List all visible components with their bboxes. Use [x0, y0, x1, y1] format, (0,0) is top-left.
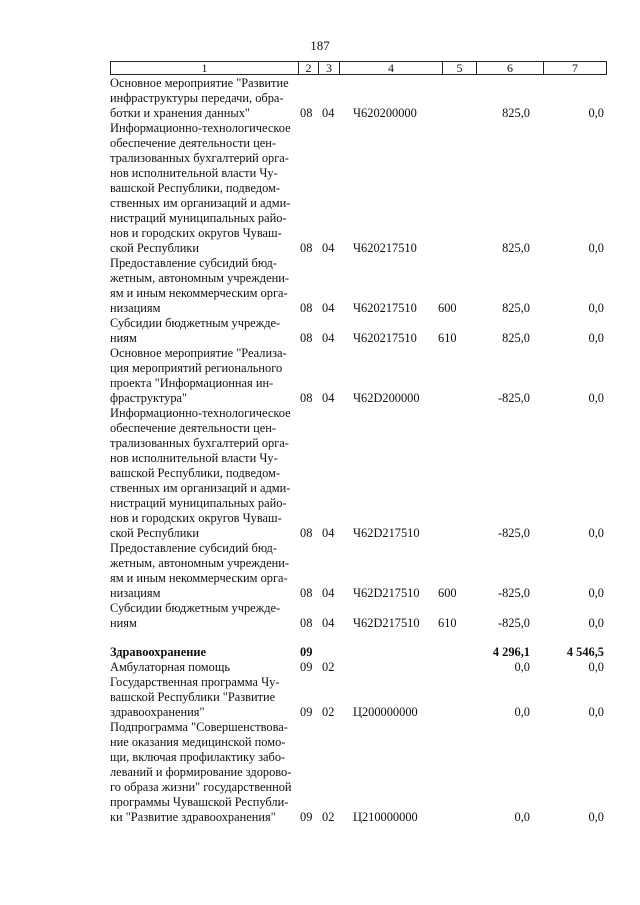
row-name-line: го образа жизни" государственной	[110, 780, 292, 794]
row-name-line: низациям	[110, 586, 161, 600]
row-name-line: программы Чувашской Республи-	[110, 795, 289, 809]
cell-c6: 825,0	[502, 241, 530, 255]
cell-c2: 09	[300, 705, 313, 719]
cell-c4: Ч62D200000	[353, 391, 420, 405]
table-row	[0, 660, 640, 675]
cell-c3: 02	[322, 810, 335, 824]
cell-c6: 825,0	[502, 106, 530, 120]
cell-c6: 4 296,1	[492, 645, 530, 659]
header-col-4: 4	[340, 62, 443, 74]
cell-c7: 0,0	[588, 241, 604, 255]
cell-c4: Ч620217510	[353, 331, 417, 345]
row-name-line: обеспечение деятельности цен-	[110, 421, 276, 435]
cell-c6: 825,0	[502, 331, 530, 345]
cell-c2: 08	[300, 526, 313, 540]
row-name-line: леваний и формирование здорово-	[110, 765, 292, 779]
cell-c4: Ц200000000	[353, 705, 418, 719]
row-name-line: обеспечение деятельности цен-	[110, 136, 276, 150]
row-name	[110, 601, 296, 631]
cell-c6: -825,0	[497, 391, 530, 405]
cell-c3: 02	[322, 705, 335, 719]
table-row	[0, 541, 640, 601]
row-name-line: вашской Республики "Развитие	[110, 690, 276, 704]
row-name	[110, 541, 296, 601]
cell-c6: -825,0	[497, 586, 530, 600]
row-name-line: трализованных бухгалтерий орга-	[110, 151, 289, 165]
table-row	[0, 601, 640, 631]
row-name-line: ниям	[110, 616, 137, 630]
header-col-1: 1	[111, 62, 299, 74]
row-name-line: ботки и хранения данных"	[110, 106, 250, 120]
row-name	[110, 256, 296, 316]
row-name-line: низациям	[110, 301, 161, 315]
cell-c2: 08	[300, 106, 313, 120]
row-name-line: ние оказания медицинской помо-	[110, 735, 286, 749]
cell-c2: 08	[300, 586, 313, 600]
table-row	[0, 76, 640, 121]
row-name-line: нов исполнительной власти Чу-	[110, 166, 278, 180]
table-row	[0, 316, 640, 346]
cell-c5: 600	[438, 586, 457, 600]
cell-c4: Ч62D217510	[353, 586, 420, 600]
table-header	[110, 61, 607, 75]
table-row	[0, 720, 640, 825]
cell-c2: 08	[300, 301, 313, 315]
row-name	[110, 720, 296, 825]
row-name	[110, 346, 296, 406]
row-name-line: ской Республики	[110, 241, 199, 255]
header-col-6: 6	[477, 62, 544, 74]
cell-c5: 610	[438, 616, 457, 630]
cell-c5: 600	[438, 301, 457, 315]
cell-c7: 0,0	[588, 586, 604, 600]
table-row	[0, 675, 640, 720]
cell-c2: 08	[300, 391, 313, 405]
cell-c6: -825,0	[497, 526, 530, 540]
header-col-7: 7	[572, 61, 578, 75]
row-name-line: нов исполнительной власти Чу-	[110, 451, 278, 465]
row-name-line: жетным, автономным учреждени-	[110, 556, 289, 570]
cell-c4: Ч620217510	[353, 301, 417, 315]
row-name-line: Государственная программа Чу-	[110, 675, 280, 689]
cell-c7: 0,0	[588, 616, 604, 630]
row-name-line: вашской Республики, подведом-	[110, 181, 281, 195]
cell-c4: Ч62D217510	[353, 526, 420, 540]
row-name	[110, 76, 296, 121]
cell-c4: Ч620200000	[353, 106, 417, 120]
row-name-line: Субсидии бюджетным учрежде-	[110, 316, 281, 330]
cell-c2: 08	[300, 331, 313, 345]
row-name-line: ция мероприятий регионального	[110, 361, 283, 375]
row-name	[110, 660, 296, 675]
row-name-line: вашской Республики, подведом-	[110, 466, 281, 480]
row-name-line: инфраструктуры передачи, обра-	[110, 91, 284, 105]
header-col-5: 5	[443, 62, 477, 74]
cell-c3: 02	[322, 660, 335, 674]
cell-c3: 04	[322, 331, 335, 345]
row-name	[110, 406, 296, 541]
row-name-line: трализованных бухгалтерий орга-	[110, 436, 289, 450]
row-name-line: ки "Развитие здравоохранения"	[110, 810, 276, 824]
table-row	[0, 256, 640, 316]
cell-c7: 0,0	[588, 301, 604, 315]
row-name	[110, 121, 296, 256]
cell-c6: 825,0	[502, 301, 530, 315]
cell-c7: 0,0	[588, 106, 604, 120]
cell-c7: 0,0	[588, 391, 604, 405]
row-name-line: Основное мероприятие "Реализа-	[110, 346, 287, 360]
row-name-line: нов и городских округов Чуваш-	[110, 226, 282, 240]
header-col-3: 3	[319, 62, 340, 74]
row-name-line: здравоохранения"	[110, 705, 205, 719]
row-name-line: нистраций муниципальных райо-	[110, 211, 287, 225]
row-name-line: ниям	[110, 331, 137, 345]
cell-c7: 0,0	[588, 810, 604, 824]
row-name-line: Амбулаторная помощь	[110, 660, 231, 674]
row-gap	[0, 631, 640, 645]
row-name-line: нистраций муниципальных райо-	[110, 496, 287, 510]
cell-c2: 09	[300, 660, 313, 674]
table-row	[0, 346, 640, 406]
row-name-line: нов и городских округов Чуваш-	[110, 511, 282, 525]
cell-c4: Ц210000000	[353, 810, 418, 824]
cell-c2: 09	[300, 645, 313, 659]
cell-c7: 0,0	[588, 660, 604, 674]
row-name-line: ственных им организаций и адми-	[110, 196, 291, 210]
row-name-line: Предоставление субсидий бюд-	[110, 541, 277, 555]
cell-c3: 04	[322, 616, 335, 630]
row-name-line: Подпрограмма "Совершенствова-	[110, 720, 288, 734]
table-body	[0, 76, 640, 825]
cell-c6: 0,0	[514, 705, 530, 719]
cell-c3: 04	[322, 586, 335, 600]
row-name-line: Здравоохранение	[110, 645, 206, 659]
row-name-line: фраструктура"	[110, 391, 188, 405]
cell-c7: 0,0	[588, 526, 604, 540]
cell-c7: 0,0	[588, 705, 604, 719]
cell-c7: 4 546,5	[566, 645, 604, 659]
table-row	[0, 121, 640, 256]
cell-c5: 610	[438, 331, 457, 345]
cell-c2: 08	[300, 616, 313, 630]
row-name	[110, 645, 296, 660]
row-name-line: Информационно-технологическое	[110, 406, 291, 420]
row-name-line: ям и иным некоммерческим орга-	[110, 571, 288, 585]
row-name-line: ям и иным некоммерческим орга-	[110, 286, 288, 300]
cell-c7: 0,0	[588, 331, 604, 345]
row-name-line: жетным, автономным учреждени-	[110, 271, 289, 285]
cell-c4: Ч620217510	[353, 241, 417, 255]
cell-c6: 0,0	[514, 660, 530, 674]
row-name	[110, 316, 296, 346]
cell-c3: 04	[322, 301, 335, 315]
row-name	[110, 675, 296, 720]
row-name-line: Субсидии бюджетным учрежде-	[110, 601, 281, 615]
row-name-line: ской Республики	[110, 526, 199, 540]
cell-c3: 04	[322, 526, 335, 540]
header-col-2: 2	[299, 62, 319, 74]
row-name-line: Информационно-технологическое	[110, 121, 291, 135]
row-name-line: Предоставление субсидий бюд-	[110, 256, 277, 270]
cell-c4: Ч62D217510	[353, 616, 420, 630]
row-name-line: Основное мероприятие "Развитие	[110, 76, 289, 90]
page-number: 187	[310, 38, 330, 53]
cell-c6: -825,0	[497, 616, 530, 630]
table-row	[0, 406, 640, 541]
cell-c2: 08	[300, 241, 313, 255]
cell-c6: 0,0	[514, 810, 530, 824]
cell-c3: 04	[322, 241, 335, 255]
cell-c2: 09	[300, 810, 313, 824]
row-name-line: ственных им организаций и адми-	[110, 481, 291, 495]
table-row	[0, 645, 640, 660]
row-name-line: щи, включая профилактику забо-	[110, 750, 286, 764]
cell-c3: 04	[322, 106, 335, 120]
row-name-line: проекта "Информационная ин-	[110, 376, 274, 390]
cell-c3: 04	[322, 391, 335, 405]
